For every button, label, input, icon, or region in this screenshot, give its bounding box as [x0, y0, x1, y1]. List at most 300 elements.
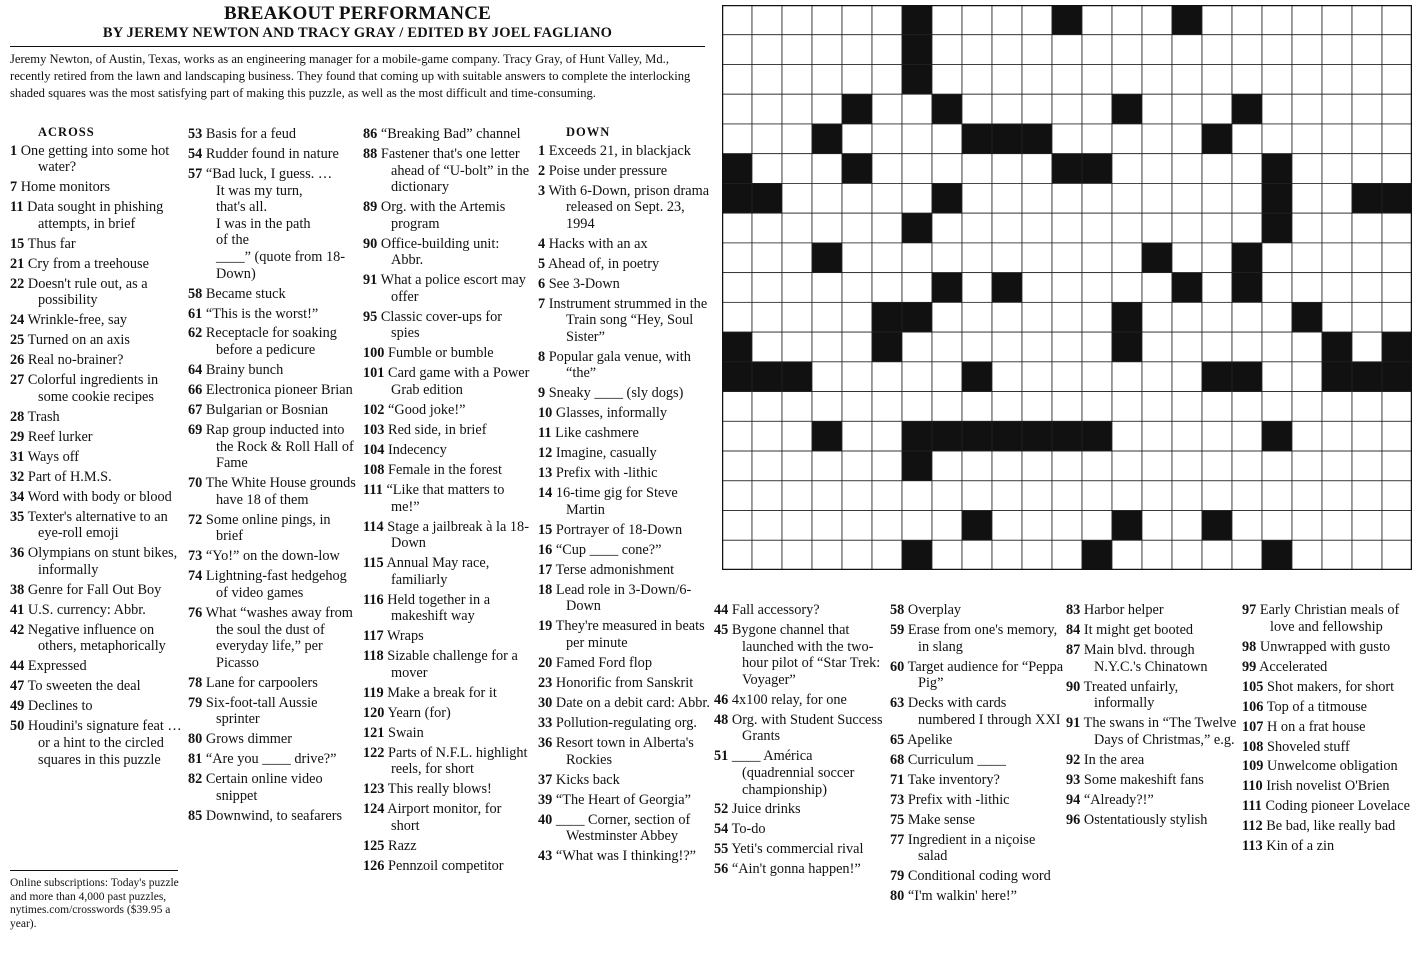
- grid-cell[interactable]: [1172, 362, 1202, 392]
- grid-cell[interactable]: [1382, 273, 1412, 303]
- grid-cell[interactable]: [1172, 183, 1202, 213]
- grid-cell[interactable]: [1172, 124, 1202, 154]
- grid-cell[interactable]: [1232, 302, 1262, 332]
- grid-cell[interactable]: [1082, 332, 1112, 362]
- down-clue[interactable]: [1242, 639, 1416, 656]
- grid-cell[interactable]: [1172, 64, 1202, 94]
- grid-cell[interactable]: [872, 5, 902, 35]
- grid-cell[interactable]: [932, 243, 962, 273]
- grid-cell[interactable]: [782, 451, 812, 481]
- grid-cell[interactable]: [992, 243, 1022, 273]
- grid-cell[interactable]: [1202, 302, 1232, 332]
- grid-cell[interactable]: [1232, 154, 1262, 184]
- grid-cell[interactable]: [1292, 154, 1322, 184]
- grid-cell[interactable]: [752, 64, 782, 94]
- down-clue[interactable]: [538, 296, 713, 346]
- grid-cell[interactable]: [1202, 332, 1232, 362]
- down-clue[interactable]: [714, 821, 888, 838]
- grid-cell[interactable]: [812, 332, 842, 362]
- grid-cell[interactable]: [722, 421, 752, 451]
- grid-cell[interactable]: [812, 362, 842, 392]
- grid-cell[interactable]: [812, 540, 842, 570]
- grid-cell[interactable]: [992, 302, 1022, 332]
- down-clue[interactable]: [538, 542, 713, 559]
- grid-cell[interactable]: [752, 421, 782, 451]
- grid-cell[interactable]: [962, 451, 992, 481]
- grid-cell[interactable]: [1322, 35, 1352, 65]
- grid-cell[interactable]: [1082, 362, 1112, 392]
- across-clue[interactable]: [363, 801, 533, 834]
- down-clue[interactable]: [538, 276, 713, 293]
- grid-cell[interactable]: [1172, 392, 1202, 422]
- grid-cell[interactable]: [1142, 540, 1172, 570]
- grid-cell[interactable]: [1082, 5, 1112, 35]
- grid-cell[interactable]: [932, 213, 962, 243]
- across-clue[interactable]: [10, 622, 186, 655]
- grid-cell[interactable]: [1022, 481, 1052, 511]
- grid-cell[interactable]: [722, 273, 752, 303]
- grid-cell[interactable]: [782, 154, 812, 184]
- grid-cell[interactable]: [722, 540, 752, 570]
- grid-cell[interactable]: [1322, 5, 1352, 35]
- down-clue[interactable]: [1242, 679, 1416, 696]
- across-clue[interactable]: [10, 332, 186, 349]
- grid-cell[interactable]: [1202, 35, 1232, 65]
- across-clue[interactable]: [10, 409, 186, 426]
- grid-cell[interactable]: [1082, 124, 1112, 154]
- grid-cell[interactable]: [842, 421, 872, 451]
- grid-cell[interactable]: [812, 183, 842, 213]
- grid-cell[interactable]: [1232, 511, 1262, 541]
- grid-cell[interactable]: [1052, 332, 1082, 362]
- grid-cell[interactable]: [992, 5, 1022, 35]
- grid-cell[interactable]: [1022, 392, 1052, 422]
- across-clue[interactable]: [10, 312, 186, 329]
- grid-cell[interactable]: [1292, 332, 1322, 362]
- grid-cell[interactable]: [1202, 540, 1232, 570]
- grid-cell[interactable]: [932, 511, 962, 541]
- grid-cell[interactable]: [872, 154, 902, 184]
- down-clue[interactable]: [1242, 719, 1416, 736]
- grid-cell[interactable]: [872, 124, 902, 154]
- grid-cell[interactable]: [1382, 154, 1412, 184]
- grid-cell[interactable]: [962, 154, 992, 184]
- grid-cell[interactable]: [1382, 421, 1412, 451]
- grid-cell[interactable]: [1322, 243, 1352, 273]
- grid-cell[interactable]: [1052, 124, 1082, 154]
- grid-cell[interactable]: [1052, 451, 1082, 481]
- down-clue[interactable]: [1066, 602, 1238, 619]
- grid-cell[interactable]: [1022, 35, 1052, 65]
- grid-cell[interactable]: [1082, 273, 1112, 303]
- across-clue[interactable]: [10, 602, 186, 619]
- grid-cell[interactable]: [842, 213, 872, 243]
- grid-cell[interactable]: [1142, 213, 1172, 243]
- grid-cell[interactable]: [1202, 5, 1232, 35]
- grid-cell[interactable]: [782, 421, 812, 451]
- grid-cell[interactable]: [1022, 243, 1052, 273]
- grid-cell[interactable]: [1142, 35, 1172, 65]
- grid-cell[interactable]: [1262, 35, 1292, 65]
- grid-cell[interactable]: [1352, 124, 1382, 154]
- grid-cell[interactable]: [1142, 481, 1172, 511]
- across-clue[interactable]: [188, 808, 358, 825]
- down-clue[interactable]: [714, 748, 888, 798]
- grid-cell[interactable]: [1142, 362, 1172, 392]
- across-clue[interactable]: [10, 582, 186, 599]
- grid-cell[interactable]: [1202, 183, 1232, 213]
- grid-cell[interactable]: [1112, 362, 1142, 392]
- grid-cell[interactable]: [1382, 481, 1412, 511]
- grid-cell[interactable]: [1172, 243, 1202, 273]
- down-clue[interactable]: [714, 622, 888, 688]
- across-clue[interactable]: [10, 372, 186, 405]
- grid-cell[interactable]: [1292, 273, 1322, 303]
- grid-cell[interactable]: [1142, 392, 1172, 422]
- grid-cell[interactable]: [1262, 511, 1292, 541]
- grid-cell[interactable]: [932, 64, 962, 94]
- down-clue[interactable]: [538, 655, 713, 672]
- grid-cell[interactable]: [782, 540, 812, 570]
- grid-cell[interactable]: [1382, 124, 1412, 154]
- grid-cell[interactable]: [872, 540, 902, 570]
- grid-cell[interactable]: [812, 35, 842, 65]
- down-clue[interactable]: [714, 801, 888, 818]
- grid-cell[interactable]: [1352, 243, 1382, 273]
- grid-cell[interactable]: [1202, 392, 1232, 422]
- grid-cell[interactable]: [1232, 392, 1262, 422]
- grid-cell[interactable]: [872, 35, 902, 65]
- down-clue[interactable]: [1242, 818, 1416, 835]
- grid-cell[interactable]: [1382, 64, 1412, 94]
- grid-cell[interactable]: [1052, 481, 1082, 511]
- grid-cell[interactable]: [722, 213, 752, 243]
- across-clue[interactable]: [188, 362, 358, 379]
- grid-cell[interactable]: [722, 94, 752, 124]
- across-clue[interactable]: [363, 628, 533, 645]
- grid-cell[interactable]: [812, 5, 842, 35]
- across-clue[interactable]: [363, 519, 533, 552]
- across-clue[interactable]: [10, 545, 186, 578]
- grid-cell[interactable]: [1022, 332, 1052, 362]
- grid-cell[interactable]: [1352, 421, 1382, 451]
- across-clue[interactable]: [363, 858, 533, 875]
- grid-cell[interactable]: [1052, 94, 1082, 124]
- grid-cell[interactable]: [842, 481, 872, 511]
- grid-cell[interactable]: [812, 481, 842, 511]
- across-clue[interactable]: [10, 698, 186, 715]
- grid-cell[interactable]: [902, 511, 932, 541]
- across-clue[interactable]: [363, 705, 533, 722]
- down-clue[interactable]: [538, 715, 713, 732]
- grid-cell[interactable]: [752, 94, 782, 124]
- across-clue[interactable]: [363, 126, 533, 143]
- across-clue[interactable]: [10, 469, 186, 486]
- grid-cell[interactable]: [842, 273, 872, 303]
- grid-cell[interactable]: [1052, 35, 1082, 65]
- down-clue[interactable]: [890, 772, 1064, 789]
- down-clue[interactable]: [890, 888, 1064, 905]
- grid-cell[interactable]: [1292, 451, 1322, 481]
- grid-cell[interactable]: [1142, 302, 1172, 332]
- grid-cell[interactable]: [932, 302, 962, 332]
- grid-cell[interactable]: [1022, 540, 1052, 570]
- grid-cell[interactable]: [962, 35, 992, 65]
- down-clue[interactable]: [538, 772, 713, 789]
- grid-cell[interactable]: [1322, 124, 1352, 154]
- grid-cell[interactable]: [1082, 451, 1112, 481]
- grid-cell[interactable]: [1112, 213, 1142, 243]
- across-clue[interactable]: [10, 429, 186, 446]
- grid-cell[interactable]: [1052, 183, 1082, 213]
- across-clue[interactable]: [363, 482, 533, 515]
- grid-cell[interactable]: [902, 154, 932, 184]
- grid-cell[interactable]: [872, 511, 902, 541]
- across-clue[interactable]: [188, 306, 358, 323]
- grid-cell[interactable]: [902, 94, 932, 124]
- across-clue[interactable]: [363, 838, 533, 855]
- down-clue[interactable]: [538, 848, 713, 865]
- down-clue[interactable]: [890, 622, 1064, 655]
- grid-cell[interactable]: [1022, 302, 1052, 332]
- across-clue[interactable]: [10, 449, 186, 466]
- across-clue[interactable]: [363, 648, 533, 681]
- grid-cell[interactable]: [872, 362, 902, 392]
- grid-cell[interactable]: [872, 243, 902, 273]
- grid-cell[interactable]: [1262, 481, 1292, 511]
- grid-cell[interactable]: [1262, 64, 1292, 94]
- grid-cell[interactable]: [722, 511, 752, 541]
- grid-cell[interactable]: [1202, 451, 1232, 481]
- grid-cell[interactable]: [1322, 94, 1352, 124]
- grid-cell[interactable]: [1262, 392, 1292, 422]
- grid-cell[interactable]: [992, 540, 1022, 570]
- grid-cell[interactable]: [1292, 5, 1322, 35]
- grid-cell[interactable]: [1232, 540, 1262, 570]
- crossword-grid[interactable]: [722, 5, 1412, 570]
- grid-cell[interactable]: [1322, 64, 1352, 94]
- across-clue[interactable]: [10, 489, 186, 506]
- grid-cell[interactable]: [812, 302, 842, 332]
- grid-cell[interactable]: [1352, 451, 1382, 481]
- across-clue[interactable]: [363, 199, 533, 232]
- grid-cell[interactable]: [1202, 481, 1232, 511]
- across-clue[interactable]: [10, 143, 186, 176]
- across-clue[interactable]: [363, 146, 533, 196]
- down-clue[interactable]: [890, 812, 1064, 829]
- grid-cell[interactable]: [1142, 5, 1172, 35]
- down-clue[interactable]: [1242, 699, 1416, 716]
- across-clue[interactable]: [188, 605, 358, 671]
- grid-cell[interactable]: [962, 302, 992, 332]
- down-clue[interactable]: [538, 812, 713, 845]
- grid-cell[interactable]: [1352, 5, 1382, 35]
- grid-cell[interactable]: [722, 451, 752, 481]
- grid-cell[interactable]: [1082, 392, 1112, 422]
- grid-cell[interactable]: [1112, 243, 1142, 273]
- grid-cell[interactable]: [1382, 5, 1412, 35]
- grid-cell[interactable]: [872, 273, 902, 303]
- grid-cell[interactable]: [1052, 362, 1082, 392]
- grid-cell[interactable]: [1112, 124, 1142, 154]
- grid-cell[interactable]: [1322, 421, 1352, 451]
- down-clue[interactable]: [1242, 659, 1416, 676]
- grid-cell[interactable]: [782, 481, 812, 511]
- across-clue[interactable]: [188, 675, 358, 692]
- grid-cell[interactable]: [962, 332, 992, 362]
- grid-cell[interactable]: [992, 94, 1022, 124]
- across-clue[interactable]: [363, 442, 533, 459]
- grid-cell[interactable]: [1172, 451, 1202, 481]
- grid-cell[interactable]: [1142, 332, 1172, 362]
- grid-cell[interactable]: [1352, 511, 1382, 541]
- down-clue[interactable]: [1066, 622, 1238, 639]
- grid-cell[interactable]: [1172, 332, 1202, 362]
- down-clue[interactable]: [1066, 812, 1238, 829]
- grid-cell[interactable]: [1022, 451, 1052, 481]
- grid-cell[interactable]: [752, 540, 782, 570]
- across-clue[interactable]: [363, 685, 533, 702]
- grid-cell[interactable]: [1232, 183, 1262, 213]
- grid-cell[interactable]: [812, 213, 842, 243]
- grid-cell[interactable]: [1202, 154, 1232, 184]
- grid-cell[interactable]: [842, 540, 872, 570]
- grid-cell[interactable]: [782, 332, 812, 362]
- grid-cell[interactable]: [962, 5, 992, 35]
- grid-cell[interactable]: [752, 124, 782, 154]
- down-clue[interactable]: [538, 183, 713, 233]
- grid-cell[interactable]: [752, 451, 782, 481]
- grid-cell[interactable]: [1202, 213, 1232, 243]
- grid-cell[interactable]: [842, 124, 872, 154]
- down-clue[interactable]: [538, 675, 713, 692]
- grid-cell[interactable]: [872, 64, 902, 94]
- across-clue[interactable]: [188, 695, 358, 728]
- grid-cell[interactable]: [1292, 362, 1322, 392]
- grid-cell[interactable]: [932, 481, 962, 511]
- across-clue[interactable]: [363, 781, 533, 798]
- grid-cell[interactable]: [962, 94, 992, 124]
- grid-cell[interactable]: [872, 213, 902, 243]
- grid-cell[interactable]: [1082, 213, 1112, 243]
- grid-cell[interactable]: [1352, 481, 1382, 511]
- grid-cell[interactable]: [1202, 273, 1232, 303]
- across-clue[interactable]: [363, 345, 533, 362]
- grid-cell[interactable]: [932, 332, 962, 362]
- across-clue[interactable]: [363, 309, 533, 342]
- grid-cell[interactable]: [1352, 302, 1382, 332]
- grid-cell[interactable]: [962, 273, 992, 303]
- grid-cell[interactable]: [1382, 94, 1412, 124]
- across-clue[interactable]: [10, 678, 186, 695]
- across-clue[interactable]: [10, 276, 186, 309]
- grid-cell[interactable]: [1112, 64, 1142, 94]
- grid-cell[interactable]: [1352, 540, 1382, 570]
- grid-cell[interactable]: [1382, 302, 1412, 332]
- grid-cell[interactable]: [812, 94, 842, 124]
- across-clue[interactable]: [188, 751, 358, 768]
- grid-cell[interactable]: [932, 124, 962, 154]
- grid-cell[interactable]: [1382, 392, 1412, 422]
- across-clue[interactable]: [363, 555, 533, 588]
- grid-cell[interactable]: [782, 94, 812, 124]
- grid-cell[interactable]: [872, 451, 902, 481]
- grid-cell[interactable]: [1382, 243, 1412, 273]
- grid-cell[interactable]: [1382, 213, 1412, 243]
- grid-cell[interactable]: [1142, 451, 1172, 481]
- grid-cell[interactable]: [1352, 35, 1382, 65]
- across-clue[interactable]: [188, 166, 358, 282]
- grid-cell[interactable]: [902, 362, 932, 392]
- grid-cell[interactable]: [1262, 273, 1292, 303]
- grid-cell[interactable]: [752, 154, 782, 184]
- down-clue[interactable]: [1066, 792, 1238, 809]
- grid-cell[interactable]: [1382, 35, 1412, 65]
- down-clue[interactable]: [1066, 752, 1238, 769]
- down-clue[interactable]: [714, 602, 888, 619]
- grid-cell[interactable]: [1262, 243, 1292, 273]
- grid-cell[interactable]: [782, 392, 812, 422]
- grid-cell[interactable]: [1142, 154, 1172, 184]
- grid-cell[interactable]: [1262, 451, 1292, 481]
- grid-cell[interactable]: [962, 213, 992, 243]
- down-clue[interactable]: [538, 385, 713, 402]
- across-clue[interactable]: [363, 592, 533, 625]
- down-clue[interactable]: [1066, 642, 1238, 675]
- grid-cell[interactable]: [962, 243, 992, 273]
- grid-cell[interactable]: [722, 35, 752, 65]
- across-clue[interactable]: [363, 365, 533, 398]
- grid-cell[interactable]: [1172, 481, 1202, 511]
- grid-cell[interactable]: [1262, 94, 1292, 124]
- grid-cell[interactable]: [842, 511, 872, 541]
- grid-cell[interactable]: [752, 243, 782, 273]
- across-clue[interactable]: [10, 236, 186, 253]
- grid-cell[interactable]: [992, 451, 1022, 481]
- grid-cell[interactable]: [722, 64, 752, 94]
- across-clue[interactable]: [10, 199, 186, 232]
- grid-cell[interactable]: [1322, 302, 1352, 332]
- grid-cell[interactable]: [1172, 540, 1202, 570]
- grid-cell[interactable]: [1022, 183, 1052, 213]
- across-clue[interactable]: [188, 382, 358, 399]
- grid-cell[interactable]: [1172, 213, 1202, 243]
- grid-cell[interactable]: [722, 243, 752, 273]
- down-clue[interactable]: [1066, 715, 1238, 748]
- grid-cell[interactable]: [932, 362, 962, 392]
- down-clue[interactable]: [538, 163, 713, 180]
- across-clue[interactable]: [188, 126, 358, 143]
- grid-cell[interactable]: [1292, 243, 1322, 273]
- grid-cell[interactable]: [842, 243, 872, 273]
- grid-cell[interactable]: [1232, 124, 1262, 154]
- down-clue[interactable]: [890, 752, 1064, 769]
- grid-cell[interactable]: [782, 5, 812, 35]
- across-clue[interactable]: [10, 352, 186, 369]
- grid-cell[interactable]: [1052, 213, 1082, 243]
- across-clue[interactable]: [10, 718, 186, 768]
- across-clue[interactable]: [188, 548, 358, 565]
- grid-cell[interactable]: [902, 481, 932, 511]
- down-clue[interactable]: [538, 236, 713, 253]
- grid-cell[interactable]: [1052, 511, 1082, 541]
- grid-cell[interactable]: [1052, 64, 1082, 94]
- grid-cell[interactable]: [722, 5, 752, 35]
- down-clue[interactable]: [538, 425, 713, 442]
- across-clue[interactable]: [363, 236, 533, 269]
- down-clue[interactable]: [538, 143, 713, 160]
- grid-cell[interactable]: [1082, 481, 1112, 511]
